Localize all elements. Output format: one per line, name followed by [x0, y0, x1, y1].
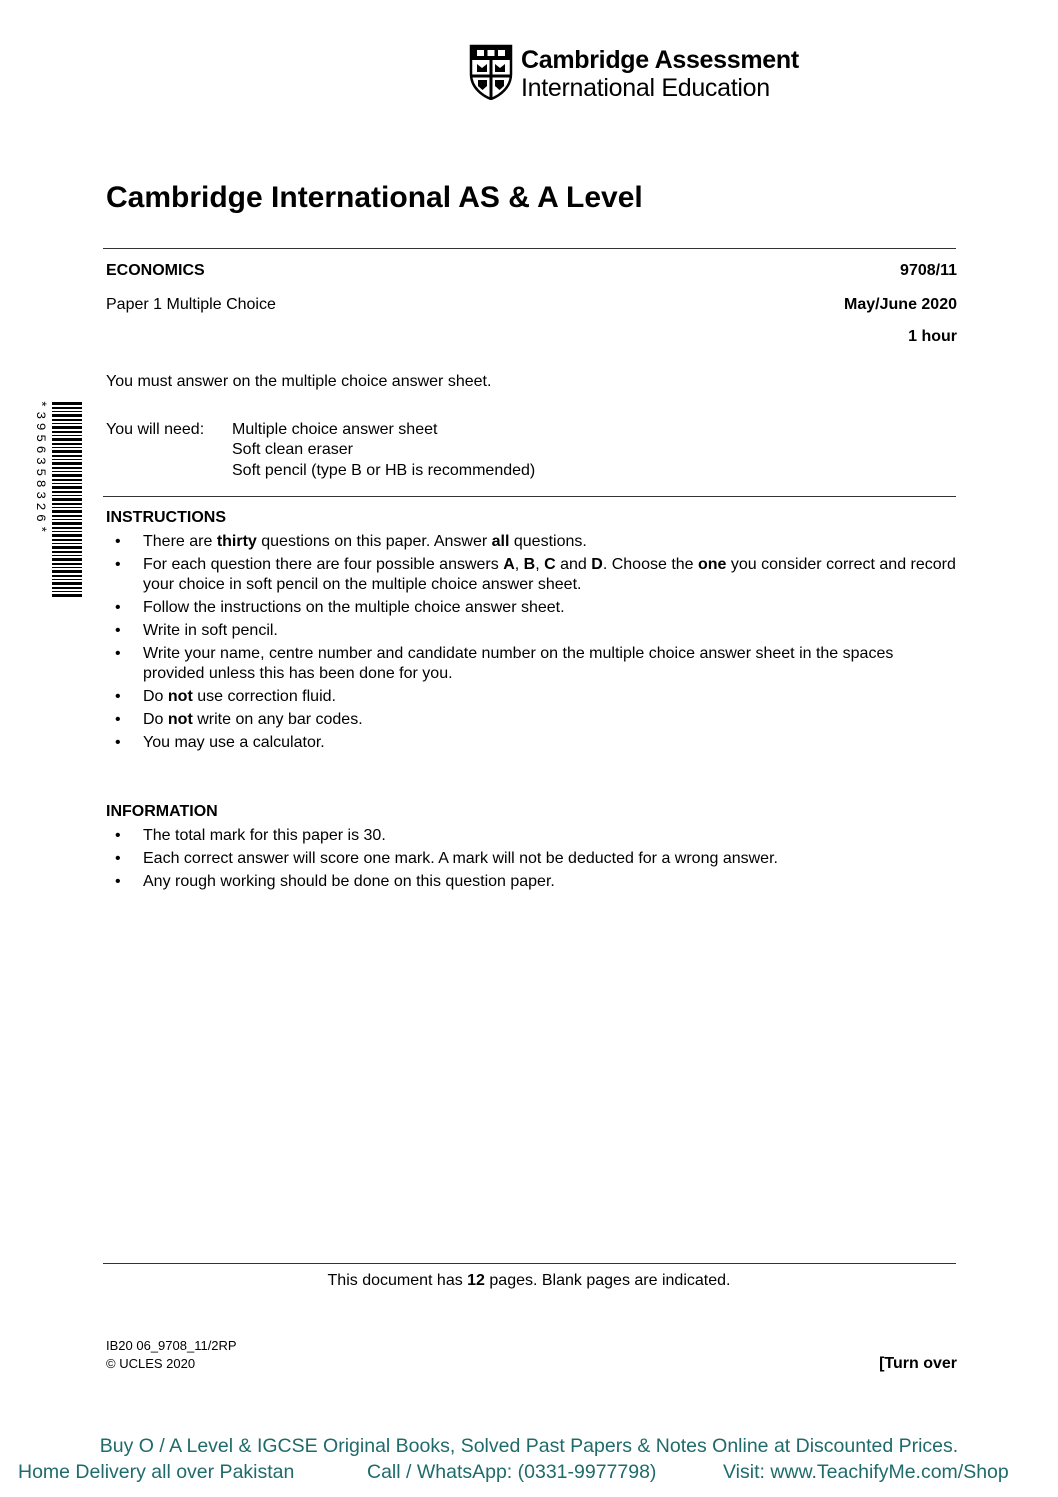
information-item-text: Each correct answer will score one mark. A mark will not be deducted for a wrong answer.: [143, 850, 778, 867]
page-count-pre: This document has: [327, 1272, 468, 1289]
logo-line1: Cambridge Assessment: [521, 46, 799, 74]
barcode-bar: [52, 582, 82, 585]
footer-divider: [103, 1263, 956, 1264]
instructions-list: [106, 532, 958, 756]
barcode-bar: [52, 431, 82, 433]
copyright: © UCLES 2020: [106, 1356, 196, 1371]
barcode-bar: [52, 486, 82, 489]
barcode-bar: [52, 579, 82, 580]
advert-delivery: Home Delivery all over Pakistan: [18, 1461, 295, 1483]
barcode-bar: [52, 558, 82, 561]
logo-line2: International Education: [521, 74, 770, 102]
instruction-item-text: Follow the instructions on the multiple choice answer sheet.: [143, 599, 565, 616]
barcode-bar: [52, 551, 82, 553]
instruction-item-text: You may use a calculator.: [143, 734, 325, 751]
syllabus-code: 9708/11: [900, 262, 957, 279]
page-count: 12: [467, 1272, 485, 1289]
instruction-item-text: not: [167, 688, 193, 705]
barcode-bar: [52, 527, 82, 529]
barcode-bar: [52, 450, 82, 453]
turn-over: [Turn over: [879, 1355, 957, 1372]
qualification-title: Cambridge International AS & A Level: [106, 181, 643, 214]
instruction-item-text: all: [491, 533, 510, 550]
instruction-item-text: C: [544, 556, 556, 573]
instruction-item-text: For each question there are four possible answers: [143, 556, 504, 573]
instruction-item-text: use correction fluid.: [192, 688, 336, 705]
information-heading: INFORMATION: [106, 803, 218, 820]
instruction-item-text: write on any bar codes.: [192, 711, 363, 728]
barcode-bar: [52, 570, 82, 573]
barcode-bar: [52, 447, 82, 448]
instruction-item-text: . Choose the: [602, 556, 698, 573]
instruction-item-text: thirty: [216, 533, 257, 550]
page-count-note: [0, 1272, 1058, 1290]
instruction-item-text: ,: [535, 556, 545, 573]
instruction-item: [106, 710, 958, 730]
instruction-item: [106, 598, 958, 618]
barcode-digits: *3956358326*: [33, 400, 48, 537]
instructions-heading: INSTRUCTIONS: [106, 509, 226, 526]
barcode-bar: [52, 531, 82, 532]
barcode-bar: [52, 498, 82, 501]
barcode-bar: [52, 423, 82, 424]
barcode-bar: [52, 438, 82, 441]
barcode-bar: [52, 507, 82, 508]
instruction-item: [106, 687, 958, 707]
barcode-bar: [52, 567, 82, 568]
instruction-item-text: questions.: [509, 533, 587, 550]
barcode-bar: [52, 414, 82, 417]
barcode-bar: [52, 591, 82, 592]
barcode-bar: [52, 435, 82, 436]
barcode-bar: [52, 459, 82, 460]
barcode-bar: [52, 483, 82, 484]
instruction-item-text: There are: [143, 533, 217, 550]
barcode-bar: [52, 543, 82, 544]
barcode-bar: [52, 546, 82, 549]
instruction-item-text: one: [698, 556, 727, 573]
barcode-bar: [52, 575, 82, 577]
barcode-bar: [52, 426, 82, 429]
barcode-bar: [52, 402, 82, 405]
information-item-text: Any rough working should be done on this question paper.: [143, 873, 555, 890]
exam-session: May/June 2020: [844, 296, 957, 313]
need-item: Soft clean eraser: [232, 441, 353, 458]
barcode-bar: [52, 462, 82, 465]
information-item: [106, 872, 958, 892]
instruction-item-text: B: [523, 556, 536, 573]
barcode-bar: [52, 563, 82, 565]
barcode-bar: [52, 503, 82, 505]
barcode-bar: [52, 407, 82, 409]
advert-line1: Buy O / A Level & IGCSE Original Books, Solved Past Papers & Notes Online at Discounted Prices.: [99, 1435, 959, 1457]
barcode-bar: [52, 519, 82, 520]
barcode-bar: [52, 522, 82, 525]
barcode-bar: [52, 474, 82, 477]
barcode-bar: [52, 510, 82, 513]
instruction-item-text: Do: [143, 711, 168, 728]
barcode-bar: [52, 419, 82, 421]
barcode-bar: [52, 594, 82, 597]
instruction-item: [106, 644, 958, 684]
barcode-bar: [52, 471, 82, 472]
instruction-item-text: and: [555, 556, 592, 573]
will-need-label: You will need:: [106, 421, 205, 438]
instruction-item-text: Do: [143, 688, 168, 705]
information-item-text: The total mark for this paper is 30.: [143, 827, 386, 844]
instruction-item: [106, 532, 958, 552]
instruction-item: [106, 733, 958, 753]
barcode-bar: [52, 515, 82, 517]
barcode-bar: [52, 495, 82, 496]
exam-duration: 1 hour: [908, 328, 957, 345]
instruction-item: [106, 621, 958, 641]
barcode-bar: [52, 411, 82, 412]
barcode-bar: [52, 455, 82, 457]
paper-name: Paper 1 Multiple Choice: [106, 296, 276, 313]
information-item: [106, 826, 958, 846]
barcode-bar: [52, 443, 82, 445]
instruction-item-text: you consider correct and record your choice in soft pencil on the multiple choice answer sheet.: [143, 556, 956, 593]
instruction-item-text: not: [167, 711, 193, 728]
barcode-bar: [52, 539, 82, 541]
barcode-bar: [52, 555, 82, 556]
need-item: Multiple choice answer sheet: [232, 421, 438, 438]
instruction-item-text: D: [591, 556, 603, 573]
instruction-item-text: questions on this paper. Answer: [256, 533, 492, 550]
information-item: [106, 849, 958, 869]
must-answer-note: You must answer on the multiple choice answer sheet.: [106, 373, 492, 390]
barcode-image: [28, 400, 86, 600]
instruction-item: [106, 555, 958, 595]
barcode-bar: [52, 479, 82, 481]
need-item: Soft pencil (type B or HB is recommended): [232, 462, 536, 479]
subject-name: ECONOMICS: [106, 262, 205, 279]
header-divider: [103, 248, 956, 249]
reference-code: IB20 06_9708_11/2RP: [106, 1338, 237, 1353]
instruction-item-text: A: [503, 556, 515, 573]
barcode-bar: [52, 491, 82, 493]
instruction-item-text: Write your name, centre number and candidate number on the multiple choice answer sheet in the spaces provided unless this has been done for you.: [143, 645, 894, 682]
barcode-bar: [52, 534, 82, 537]
barcode-bar: [52, 467, 82, 469]
instruction-item-text: ,: [514, 556, 524, 573]
instruction-item-text: Write in soft pencil.: [143, 622, 278, 639]
advert-website-link[interactable]: Visit: www.TeachifyMe.com/Shop: [723, 1461, 1009, 1483]
page-count-post: pages. Blank pages are indicated.: [484, 1272, 731, 1289]
cambridge-shield-icon: [469, 44, 513, 100]
barcode-bar: [52, 587, 82, 589]
requirements-divider: [103, 496, 956, 497]
advert-call: Call / WhatsApp: (0331-9977798): [367, 1461, 657, 1483]
information-list: [106, 826, 958, 895]
